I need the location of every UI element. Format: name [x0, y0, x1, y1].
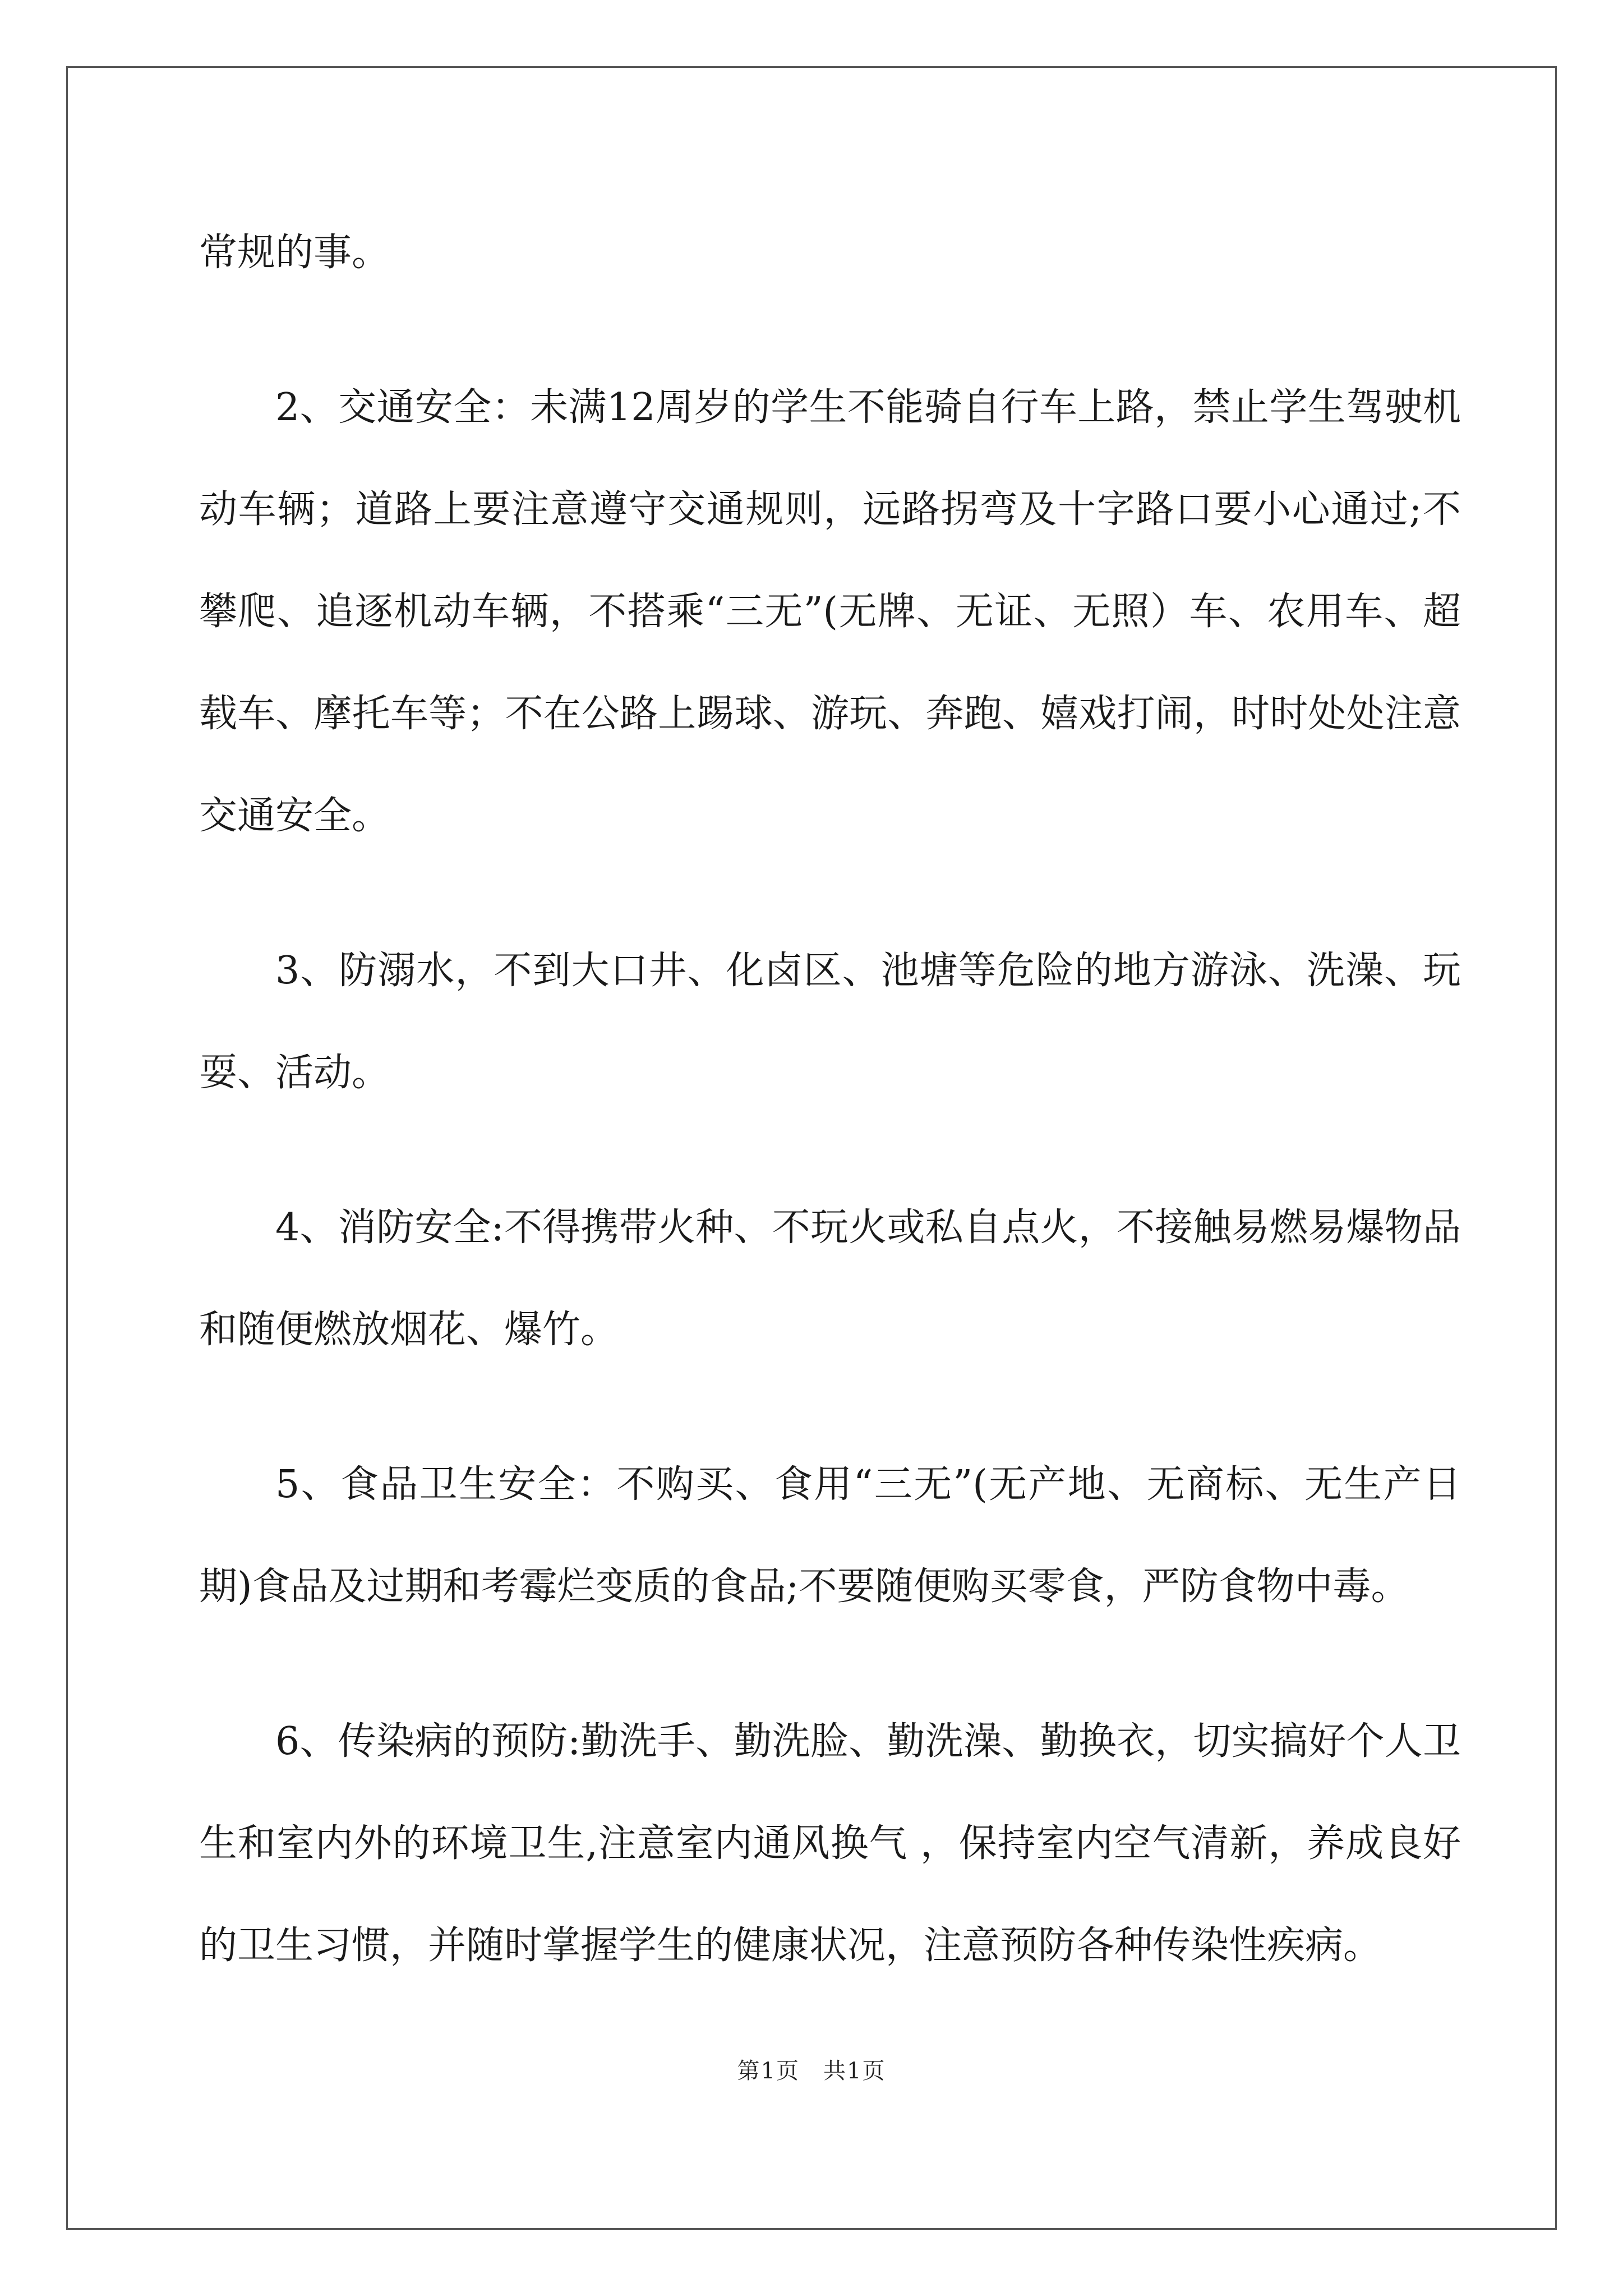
paragraph-disease-prevention: 6、传染病的预防:勤洗手、勤洗脸、勤洗澡、勤换衣，切实搞好个人卫生和室内外的环境卫生,注意室内通风换气 ，保持室内空气清新，养成良好的卫生习惯，并随时掌握学生的健康状况，注意预防各种传染性疾病。 [199, 1719, 1461, 1968]
paragraph-continuation: 常规的事。 [199, 231, 390, 275]
paragraph-fire-safety: 4、消防安全:不得携带火种、不玩火或私自点火，不接触易燃易爆物品和随便燃放烟花、爆竹。 [199, 1205, 1461, 1352]
paragraph-food-safety: 5、食品卫生安全：不购买、食用“三无”(无产地、无商标、无生产日期)食品及过期和考霉烂变质的食品;不要随便购买零食，严防食物中毒。 [199, 1462, 1461, 1609]
paragraph-traffic-safety: 2、交通安全：未满12周岁的学生不能骑自行车上路，禁止学生驾驶机动车辆；道路上要注意遵守交通规则，远路拐弯及十字路口要小心通过;不攀爬、追逐机动车辆，不搭乘“三无”(无牌、无证、无照）车、农用车、超载车、摩托车等；不在公路上踢球、游玩、奔跑、嬉戏打闹，时时处处注意交通安全。 [199, 385, 1461, 838]
paragraph-drowning-prevention: 3、防溺水，不到大口井、化卤区、池塘等危险的地方游泳、洗澡、玩耍、活动。 [199, 949, 1461, 1095]
page-footer: 第1页 共1页 [737, 2058, 886, 2084]
document-body [199, 202, 1461, 2050]
